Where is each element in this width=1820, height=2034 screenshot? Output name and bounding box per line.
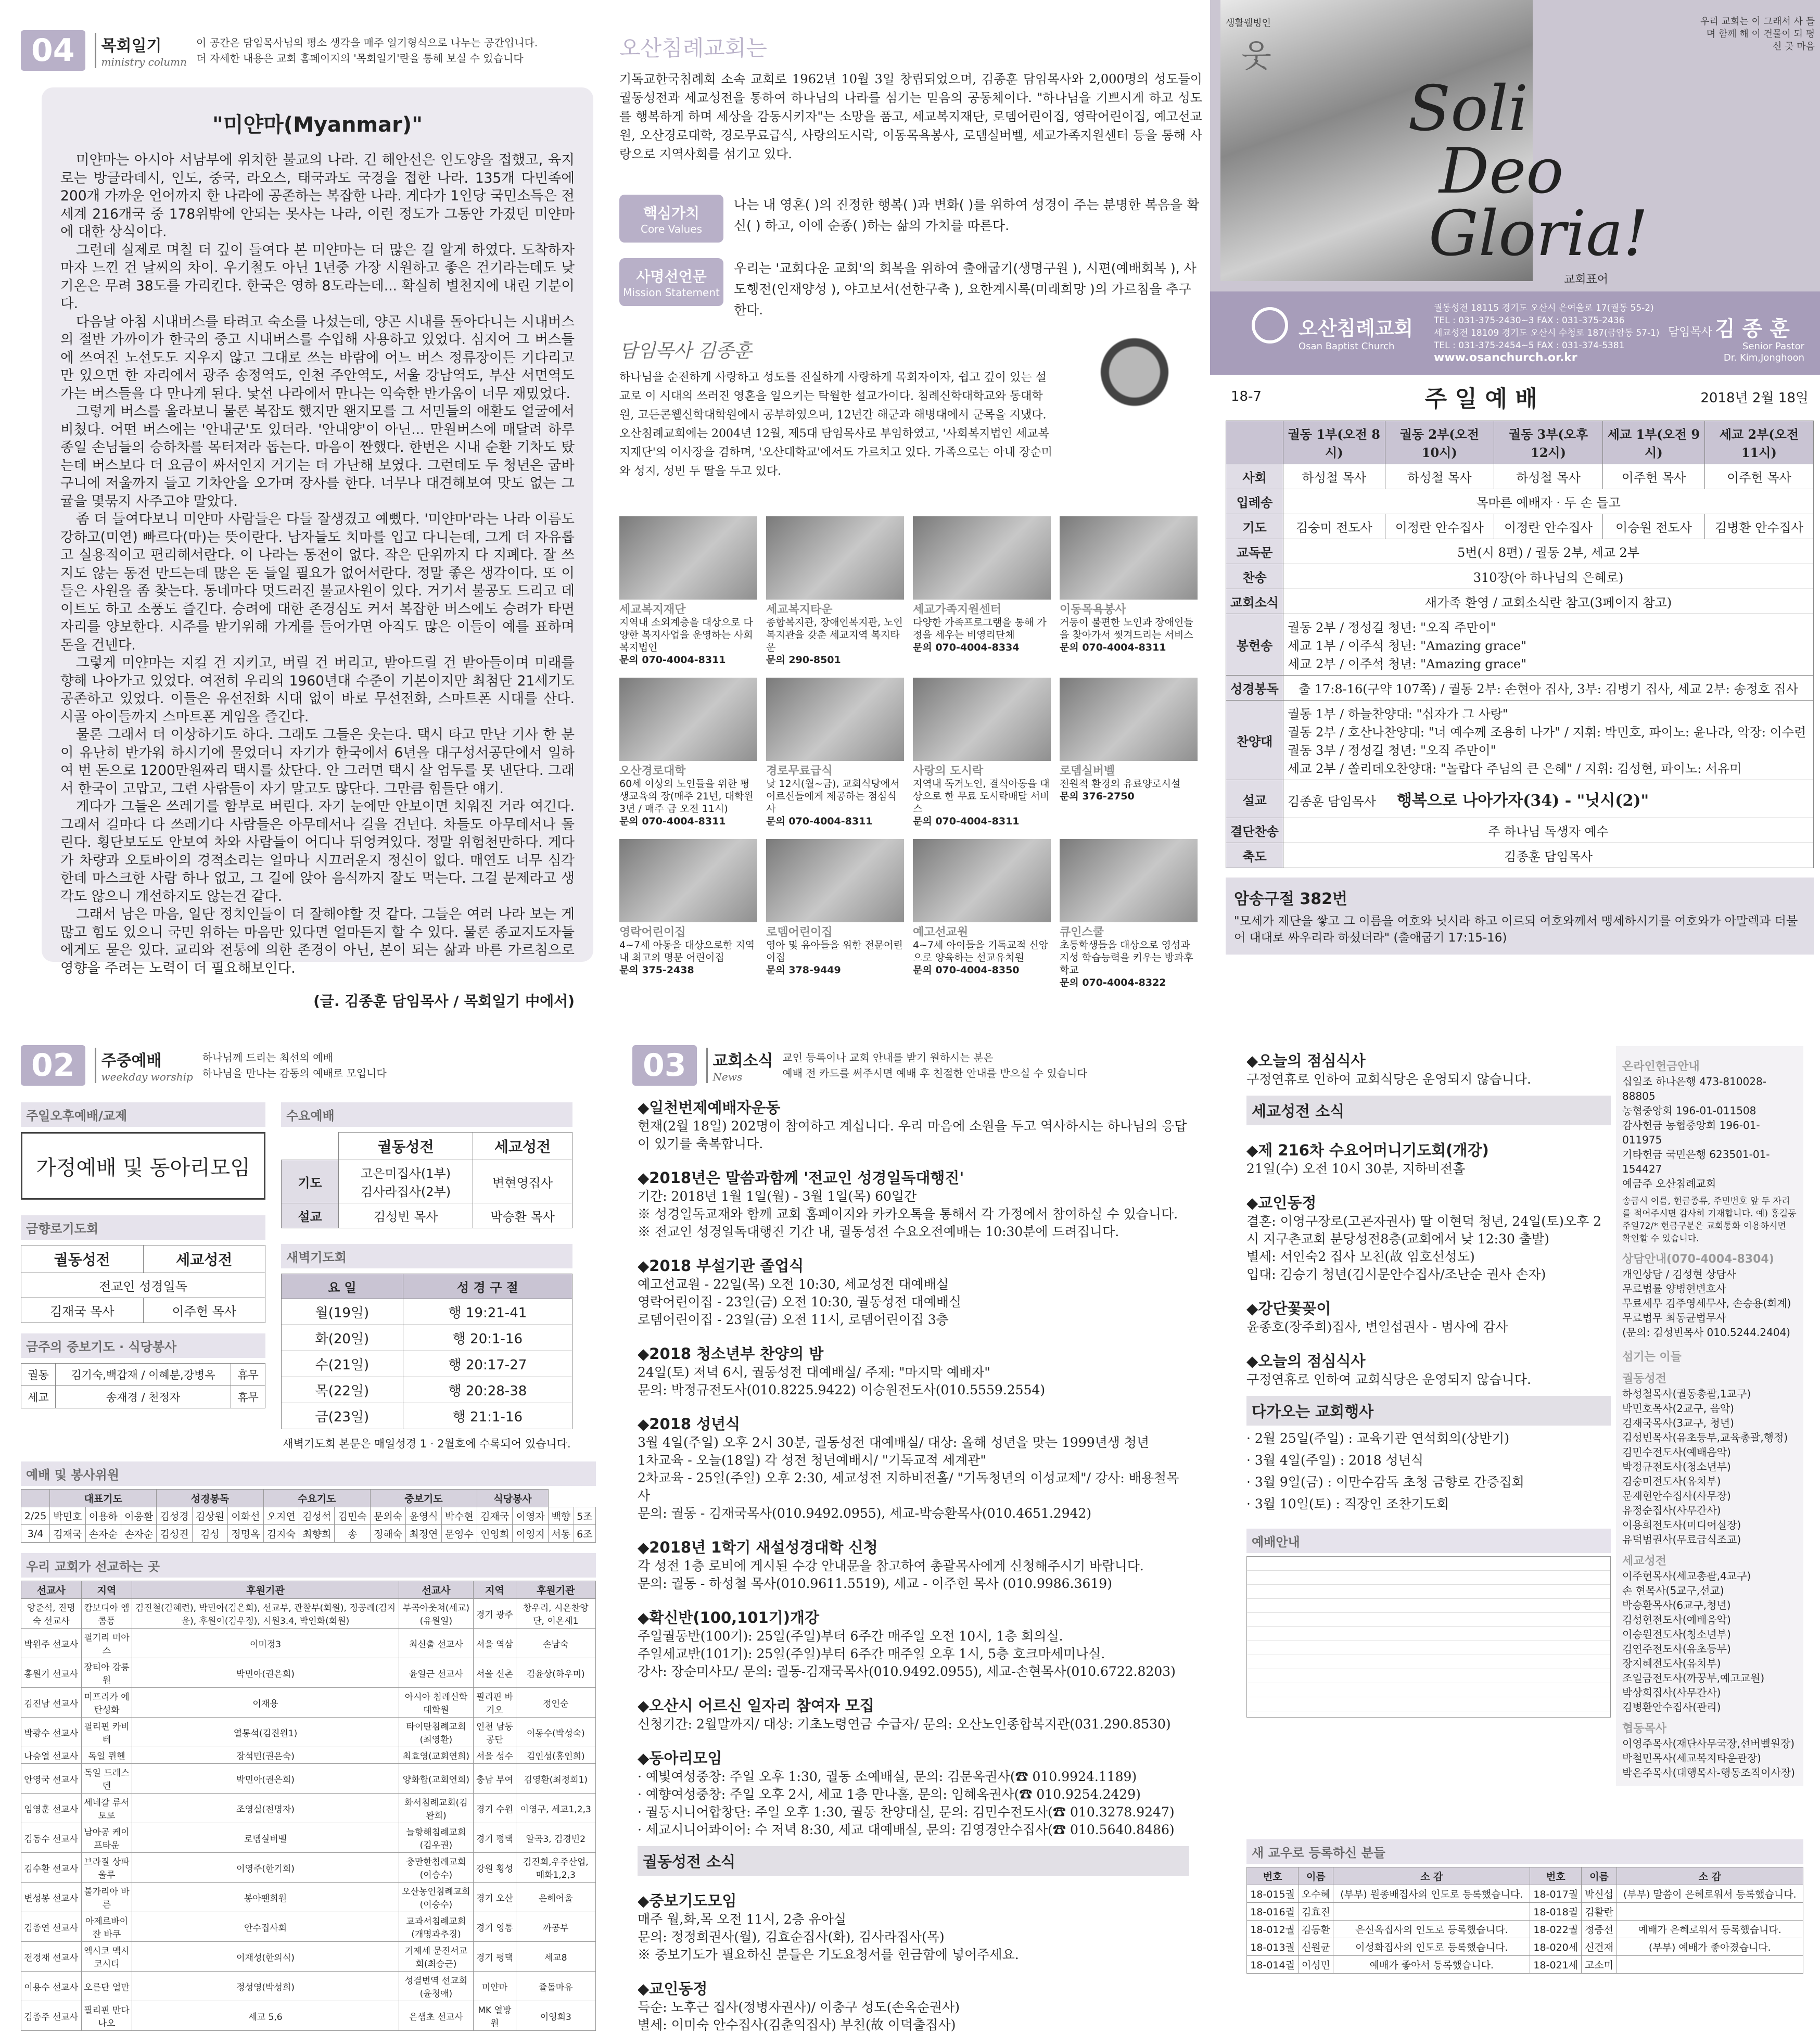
ministry-caption: 세교복지타운 종합복지관, 장애인복지관, 노인복지관을 갖춘 세교지역 복지타운 문의 290-8501 — [766, 603, 903, 666]
core-values-row — [619, 195, 1202, 243]
gwol-news-band: 궐동성전 소식 — [638, 1846, 1189, 1876]
worship-row: 교회소식 새가족 환영 / 교회소식란 참고(3페이지 참고) — [1226, 589, 1814, 614]
new-member-row: 18-016궐 김효진 18-018궐 김활란 — [1247, 1903, 1803, 1921]
panel-weekday-worship — [21, 1036, 596, 2029]
article-paragraph: 좀 더 들여다보니 미얀마 사람들은 다들 잘생겼고 예뻤다. '미얀마'라는 나라 이름도 강하고(미연) 빠르다(마)는 뜻이란다. 남자들도 치마를 입고 다니는데, 그게 더 자유롭고 실용적이고 편리해서란다. 이 나라는 동전이 없다. 작은 단위까지 다 지폐다. 잘 쓰지도 않는 동전 만드는데 많은 돈 들일 필요가 없어서란다. 정말 좋은 생각이다. 또 이들은 사원을 좀 찾는다. 동네마다 멋드러진 불교사원이 있다. 거기서 불공도 드리고 데이트도 하고 소풍도 즐긴다. 승려에 대한 존경심도 커서 복잡한 버스에도 승려가 타면 자리를 양보한다. 시주를 받기위해 가게를 들어가면 아직도 많은 이들이 예를 표하며 돈을 건넨다. — [60, 511, 575, 653]
ministry-caption: 예고선교원 4~7세 아이들을 기독교적 신앙으로 양육하는 선교유치원 문의 070-4004-8350 — [913, 926, 1049, 976]
core-values-text: 나는 내 영혼( )의 진정한 행복( )과 변화( )를 위하여 성경이 주는 분명한 복음을 확신( ) 하고, 이에 순종( )하는 삶의 가치를 따른다. — [734, 197, 1200, 233]
worship-row: 성경봉독 출 17:8-16(구약 107쪽) / 궐동 2부: 손현아 집사, 3부: 김병기 집사, 세교 2부: 송정호 집사 — [1226, 676, 1814, 701]
church-url[interactable]: www.osanchurch.or.kr — [1434, 351, 1577, 364]
news-column-2 — [1246, 1036, 1611, 1718]
mission-row: 박원주 선교사 필기리 미아스 이미정3 최신출 선교사 서울 역삼 손남숙 — [21, 1629, 596, 1658]
news-text: 주일궐동반(100기): 25일(주일)부터 6주간 매주일 오전 10시, 1층 회의실. 주일세교반(101기): 25일(주일)부터 6주간 매주일 오후 1시, 5층 호크마세미나실. 강사: 장순미사모/ 문의: 궐동-김재국목사(010.9492.0955), 세교-손현목사(010.6722.8203) — [638, 1629, 1176, 1679]
ministry-caption: 이동목욕봉사 거동이 불편한 노인과 장애인들을 찾아가서 씻겨드리는 서비스 문의 070-4004-8311 — [1060, 603, 1193, 653]
worship-row: 축도 김종훈 담임목사 — [1226, 843, 1814, 868]
ministry-caption: 로뎀어린이집 영아 및 유아들을 위한 전문어린이집 문의 378-9449 — [766, 926, 903, 976]
news-text: 각 성전 1층 로비에 게시된 수강 안내문을 참고하여 총괄목사에게 신청해주시기 바랍니다. 문의: 궐동 - 하성철 목사(010.9611.5519), 세교 - 이주헌 목사 (010.9986.3619) — [638, 1558, 1144, 1591]
news-text: 결혼: 이영구장로(고굔자권사) 딸 이현덕 청년, 24일(토)오후 2시 지구촌교회 분당성전8층(교회에서 낮 12:30 출발) 별세: 서인숙2 집사 모친(故 임호선성도) 입대: 김승기 청년(김시문안수집사/조난순 권사 손자) — [1246, 1214, 1602, 1282]
ministry-photo — [619, 516, 757, 600]
news-text: 21일(수) 오전 10시 30분, 지하비전홀 — [1246, 1161, 1466, 1176]
ministry-caption: 경로무료급식 낮 12시(월~금), 교회식당에서 어르신들에게 제공하는 점심식사 문의 070-4004-8311 — [766, 765, 900, 827]
worship-guide-table — [1246, 1556, 1611, 1718]
upcoming-item: · 2월 25일(주일) : 교육기관 연석회의(상반기) — [1246, 1431, 1510, 1446]
news-text: 현재(2월 18일) 202명이 참여하고 계십니다. 우리 마음에 소원을 두고 역사하시는 하나님의 응답이 있기를 축복합니다. — [638, 1118, 1187, 1151]
section-subtitle: News — [712, 1071, 743, 1083]
pastor-photo — [1067, 315, 1202, 492]
service-heading: 예배 및 봉사위원 — [21, 1461, 596, 1486]
news-heading: ◆중보기도모임 — [638, 1892, 737, 1910]
mission-row: 김동수 선교사 남아공 케이프타운 로뎀실버벨 늘항해침례교회(김우권) 경기 평택 알곡3, 김경빈2 — [21, 1823, 596, 1853]
cover-top-left: 생활웰빙인 — [1226, 18, 1271, 29]
friday-prayer-heading: 금향로기도회 — [21, 1215, 265, 1240]
ministry-caption: 영락어린이집 4~7세 아동을 대상으로한 지역내 최고의 명문 어린이집 문의 375-2438 — [619, 926, 755, 976]
mission-row: 변성봉 선교사 불가리아 바른 봉아팬회원 오산농인침례교회(이승수) 경기 오산 은혜어울 — [21, 1883, 596, 1912]
ministry-photo — [619, 678, 757, 761]
sunday-pm-heading: 주일오후예배/교제 — [21, 1102, 265, 1127]
section-title: 주중예배 — [101, 1052, 162, 1070]
news-text: 예고선교원 - 22일(목) 오전 10:30, 세교성전 대예배실 영락어린이집 - 23일(금) 오전 10:30, 궐동성전 대예배실 로뎀어린이집 - 23일(금) 오전 11시, 로뎀어린이집 3층 — [638, 1277, 962, 1327]
section-subtitle: weekday worship — [101, 1071, 193, 1083]
page-number: 03 — [632, 1045, 697, 1086]
church-name: 오산침례교회 — [1299, 317, 1414, 340]
worship-row: 설교 김종훈 담임목사 행복으로 나아가자(34) - "닛시(2)" — [1226, 780, 1814, 818]
news-text: 3월 4일(주일) 오후 2시 30분, 궐동성전 대예배실/ 대상: 올해 성년을 맞는 1999년생 청년 1차교육 - 오늘(18일) 각 성전 청년예배시/ "기독교적 세계관" 2차교육 - 25일(주일) 오후 2:30, 세교성전 지하비전홀/ "기독청년의 이성교제"/ 강사: 배용철목사 문의: 궐동 - 김재국목사(010.9492.0955), 세교-박승환목사(010.4651.2942) — [638, 1435, 1179, 1521]
news-heading: ◆오늘의 점심식사 — [1246, 1352, 1366, 1370]
pastor-heading: 담임목사 김종훈 — [619, 340, 752, 362]
worship-row: 교독문 5번(시 8편) / 궐동 2부, 세교 2부 — [1226, 539, 1814, 564]
memory-verse-text: "모세가 제단을 쌓고 그 이름을 여호와 닛시라 하고 이르되 여호와께서 맹세하시기를 여호와가 아말렉과 더불어 대대로 싸우리라 하셨더라" (출애굽기 17:15-16) — [1234, 914, 1798, 945]
news-heading: ◆오늘의 점심식사 — [1246, 1052, 1366, 1070]
page-number: 02 — [21, 1045, 85, 1086]
issue-number: 18-7 — [1231, 389, 1262, 404]
worship-order-table — [1226, 421, 1814, 868]
news-heading: ◆교인동정 — [1246, 1194, 1317, 1212]
mission-row: 김수환 선교사 브라질 상파울루 이영주(한기희) 충만한침례교회(이승수) 강원 횡성 김진희,우주산업, 매화1,2,3 — [21, 1853, 596, 1883]
news-text: 신청기간: 2월말까지/ 대상: 기초노령연금 수급자/ 문의: 오산노인종합복지관(031.290.8530) — [638, 1717, 1171, 1732]
worship-row: 찬송 310장(아 하나님의 은혜로) — [1226, 564, 1814, 589]
church-logo-icon — [1252, 307, 1288, 344]
news-text: 구정연휴로 인하여 교회식당은 운영되지 않습니다. — [1246, 1372, 1531, 1387]
article-paragraph: 그런데 실제로 며칠 더 깊이 들여다 본 미얀마는 더 많은 걸 알게 하였다. 도착하자마자 느낀 건 날씨의 차이. 우기철도 아닌 1년중 가장 시원하고 좋은 건기라는데도 낮기온은 무려 38도를 가리킨다. 한국은 영하 8도라는데... 확실히 별천지에 내린 기분이다. — [60, 241, 575, 312]
panel-cover — [1210, 0, 1820, 375]
cover-caption: 교회표어 — [1564, 273, 1609, 286]
new-member-row: 18-015궐 오수혜 (부부) 원종배집사의 인도로 등록했습니다. 18-017궐 박신섭 (부부) 말씀이 은혜로워서 등록했습니다. — [1247, 1885, 1803, 1903]
mission-row: 나승열 선교사 독일 뮌헨 장석민(권은숙) 최효영(교회연희) 서울 성수 김인성(홍인희) — [21, 1747, 596, 1764]
news-heading: ◆제 216차 수요어머니기도회(개강) — [1246, 1141, 1489, 1159]
mission-row: 김진남 선교사 미프리카 에탄성화 이재용 아시아 침례신학대학원 필리핀 바기오 정인순 — [21, 1688, 596, 1718]
news-text: 매주 월,화,목 오전 11시, 2층 유아실 문의: 정정희권사(월), 김효순집사(화), 김사라집사(목) ※ 중보기도가 필요하신 분들은 기도요청서를 헌금함에 넣어주세요. — [638, 1912, 1019, 1962]
mission-row: 홍원기 선교사 장티아 강릉원 박민아(권은희) 윤일근 선교사 서울 신촌 김윤상(하우미) — [21, 1658, 596, 1688]
intro-heading: 오산침례교회는 — [619, 35, 768, 61]
ministry-caption: 세교가족지원센터 다양한 가족프로그램을 통해 가정을 세우는 비영리단체 문의 070-4004-8334 — [913, 603, 1047, 653]
upcoming-item: · 3월 4일(주일) : 2018 성년식 — [1246, 1453, 1424, 1468]
worship-row: 봉헌송 궐동 2부 / 정성길 청년: "오직 주만이" 세교 1부 / 이주석 청년: "Amazing grace" 세교 2부 / 이주석 청년: "Amazing grace" — [1226, 614, 1814, 676]
ministry-caption: 사랑의 도시락 지역내 독거노인, 결식아동을 대상으로 한 무료 도시락배달 서비스 문의 070-4004-8311 — [913, 765, 1050, 827]
section-header — [21, 1036, 596, 1095]
news-text: 24일(토) 저녁 6시, 궐동성전 대예배실/ 주제: "마지막 예배자" 문의: 박정규전도사(010.8225.9422) 이승원전도사(010.5559.2554) — [638, 1365, 1046, 1397]
news-heading: ◆2018 부설기관 졸업식 — [638, 1257, 804, 1275]
worship-row: 기도 김숭미 전도사 이정란 안수집사 이정란 안수집사 이승원 전도사 김병환 안수집사 — [1226, 514, 1814, 539]
panel-news — [632, 1036, 1809, 2032]
ministry-photo — [1060, 839, 1198, 922]
news-text: 윤종호(장주희)집사, 변일섭권사 - 범사에 감사 — [1246, 1319, 1508, 1334]
news-heading: ◆강단꽃꽂이 — [1246, 1300, 1331, 1317]
news-heading: ◆2018 청소년부 찬양의 밤 — [638, 1345, 824, 1363]
ministry-photo — [766, 839, 904, 922]
section-desc: 하나님께 드리는 최선의 예배 하나님을 만나는 감동의 예배로 모입니다 — [202, 1051, 387, 1079]
worship-row: 입례송 목마른 예배자 · 두 손 들고 — [1226, 489, 1814, 514]
news-heading: ◆일천번제예배자운동 — [638, 1099, 781, 1116]
mission-row: 박광수 선교사 필리핀 카비테 열통석(김진원1) 타이탄침례교회(최영환) 인천 남동공단 이동수(박성숙) — [21, 1718, 596, 1747]
section-title: 목회일기 — [101, 37, 162, 55]
mission-table: 선교사 지역 후원기관 선교사 지역 후원기관 양준석, 진명숙 선교사 캄보디아 엠콤퐁 김진철(김혜련), 박민아(김은희), 선교부, 관찰부(회원), 정공례(김지윤), 후원이(김우정), 시원3.4, 박인화(회원) 부곡아웃쳐(세교)(유원일) 경기 광주 창우리, 시온찬양단, 이온새1 박원주 선교사 필기리 미아스 이미정3 최신출 선교사 서울 역삼 손남숙 홍원기 선교사 장티아 강릉원 박민아(권은희) 윤일근 선교사 서울 신촌 김윤상(하우미) 김진남 선교사 미프리카 에탄성화 이재용 아시아 침례신학대학원 필리핀 바기오 정인순 박광수 선교사 필리핀 카비테 열통석(김진원1) 타이탄침례교회(최영환) 인천 남동공단 이동수(박성숙) 나승열 선교사 독일 뮌헨 장석민(권은숙) 최효영(교회연희) 서울 성수 김인성(홍인희) 안영국 선교사 독일 드레스덴 박민아(권은희) 양화합(교회연희) 충남 부여 김영환(최정희1) 임영훈 선교사 세네갈 류서토로 조영실(전명자) 화서침례교회(김완희) 경기 수원 이영구, 세교1,2,3 김동수 선교사 남아공 케이프타운 로뎀실버벨 늘항해침례교회(김우권) 경기 평택 알곡3, 김경빈2 김수환 선교사 브라질 상파울루 이영주(한기희) 충만한침례교회(이승수) 강원 횡성 김진희,우주산업, 매화1,2,3 변성봉 선교사 불가리아 바른 봉아팬회원 오산농인침례교회(이승수) 경기 오산 은혜어울 김종연 선교사 아제르바이잔 바쿠 안수집사회 교과서침례교회(개명과추징) 경기 영통 까공부 전경재 선교사 엑시코 멕시코시티 이재성(한의식) 거제세 문진서교회(최승근) 경기 평택 세교8 이용수 선교사 오른단 얼만 정성영(박성희) 성결번역 선교회(윤청애) 미얀마 쥴돌마유 김종주 선교사 필리핀 만다나오 세교 5,6 은샘초 선교사 MK 열방원 이영희3 — [21, 1581, 596, 2031]
ministry-photo — [913, 678, 1051, 761]
article-paragraph: 다음날 아침 시내버스를 타려고 숙소를 나섰는데, 양곤 시내를 돌아다니는 시내버스의 절반 가까이가 한국의 중고 시내버스를 수입해 사용하고 있었다. 심지어 그 버스들에 쓰여진 노선도도 지우지 않고 그대로 쓰는 바람에 어느 버스 정류장이든 기다리고만 있으면 한 자리에서 광주 송정역도, 인천 주안역도, 서울 강남역도, 부산 서면역도 가는 버스들을 다 만나게 된다. 낯선 나라에서 만나는 익숙한 반가움이 너무 재밌었다. — [60, 313, 575, 402]
upcoming-band: 다가오는 교회행사 — [1246, 1396, 1611, 1426]
ministry-photo — [619, 839, 757, 922]
cover-footer: 오산침례교회 Osan Baptist Church 궐동성전 18115 경기도 오산시 은여울로 17(궐동 55-2) TEL : 031-375-2430~3 FAX : 031-375-2436 세교성전 18109 경기도 오산시 수청로 187(금암동 57-1) TEL : 031-375-2454~5 FAX : 031-374-5381 www.osanchurch.or.kr 담임목사 김 종 훈 Senior Pastor Dr. Kim,Jonghoon — [1210, 291, 1820, 375]
news-heading: ◆교인동정 — [638, 1980, 708, 1998]
ministry-caption: 큐인스쿨 초등학생들을 대상으로 영성과 지성 학습능력을 키우는 방과후학교 문의 070-4004-8322 — [1060, 926, 1193, 988]
article-paragraph: 그렇게 버스를 올라보니 물론 복잡도 했지만 왠지모를 그 서민들의 애환도 얼굴에서 비쳤다. 어떤 버스에는 '안내군'도 있더라. '안내양'이 아닌... 만원버스에 매달려 하루 종일 손님들의 승하차를 목터져라 돕는다. 마음이 짠했다. 한번은 시내 순환 기차도 탔는데 버스보다 더 요금이 싸서인지 거기는 더 가난해 보였다. 그런데도 두 청년은 굽바구니에 저울까지 들고 기차안을 오가며 장사를 한다. 너무나 대견해보여 맛도 없는 그 귤을 몇묶지 사주고야 말았다. — [60, 403, 575, 510]
intro-desc: 기독교한국침례회 소속 교회로 1962년 10월 3일 창립되었으며, 김종훈 담임목사와 2,000명의 성도들이 궐동성전과 세교성전을 통하여 하나님의 나라를 섬기는 믿음의 공동체이다. "하나님을 기쁘시게 하고 성도를 행복하게 하며 세상을 감동시키자"는 소망을 품고, 세교복지재단, 로뎀어린이집, 영락어린이집, 예고선교원, 오산경로대학, 경로무료급식, 사랑의도시락, 이동목욕봉사, 로뎀실버벨, 세교가족지원센터 등을 통해 사랑으로 지역사회를 섬기고 있다. — [619, 72, 1202, 161]
ministry-photo — [766, 516, 904, 600]
article-paragraph: 게다가 그들은 쓰레기를 함부로 버린다. 자기 눈에만 안보이면 치워진 거라 여긴다. 그래서 길마다 다 쓰레기다 사람들은 아무데서나 길을 건넌다. 차들도 아무데서나 돌린다. 횡단보도도 안보여 차와 사람들이 어디나 뒤엉켜있다. 정말 위험천만하다. 게다가 차량과 오토바이의 경적소리는 얼마나 시끄러운지 정신이 없다. 매연도 너무 심각한데 마스크한 사람 하나 없고, 그 길에 앉아 음식까지 잘도 먹는다. 그걸 문제라고 생각도 않으니 개선하지도 않는건 같다. — [60, 798, 575, 905]
ministry-photo — [766, 678, 904, 761]
news-heading: ◆오산시 어르신 일자리 참여자 모집 — [638, 1697, 874, 1714]
mission-row: 안영국 선교사 독일 드레스덴 박민아(권은희) 양화합(교회연희) 충남 부여 김영환(최정희1) — [21, 1764, 596, 1794]
mission-row: 임영훈 선교사 세네갈 류서토로 조영실(전명자) 화서침례교회(김완희) 경기 수원 이영구, 세교1,2,3 — [21, 1794, 596, 1823]
smile-logo: 웃 — [1241, 38, 1271, 74]
sg-news-band: 세교성전 소식 — [1246, 1096, 1611, 1125]
news-heading: ◆동아리모임 — [638, 1749, 722, 1767]
ministry-caption: 세교복지재단 지역내 소외계층을 대상으로 다양한 복지사업을 운영하는 사회복지법인 문의 070-4004-8311 — [619, 603, 753, 666]
news-text: 구정연휴로 인하여 교회식당은 운영되지 않습니다. — [1246, 1072, 1531, 1087]
news-heading: ◆2018년 1학기 새설성경대학 신청 — [638, 1539, 878, 1556]
ministry-photo — [913, 516, 1051, 600]
ministry-photo — [913, 839, 1051, 922]
ministry-photo — [1060, 678, 1198, 761]
worship-guide-heading: 예배안내 — [1246, 1529, 1611, 1553]
memory-verse-box — [1226, 878, 1814, 955]
intercession-table: 궐동 김기숙,백갑재 / 이혜분,강병옥 휴무 세교 송재경 / 천정자 휴무 — [21, 1363, 265, 1408]
friday-prayer-table: 궐동성전 세교성전 전교인 성경일독 김재국 목사 이주헌 목사 — [21, 1245, 265, 1323]
ministry-photo — [1060, 516, 1198, 600]
cover-title: Soli Deo Gloria! — [1408, 73, 1648, 270]
ministry-caption: 로뎀실버벨 전원적 환경의 유료양로시설 문의 376-2750 — [1060, 765, 1181, 802]
news-heading: ◆2018년은 말씀과함께 '전교인 성경일독대행진' — [638, 1169, 964, 1187]
sidebar-info: 온라인헌금안내 십일조 하나은행 473-810028-88805 농협중앙회 196-01-011508 감사헌금 농협중앙회 196-01-011975 기타헌금 국민은행 623501-01-154427 예금주 오산침례교회 송금시 이름, 헌금종류, 주민번호 앞 두 자리를 적어주시면 감사히 기재합니다. 예) 홍길동주일72/* 헌금구분은 교회통화 이용하시면 확인할 수 있습니다. 상담안내(070-4004-8304) 개인상담 / 김성현 상담사 무료법률 양병현변호사 무료세무 김주영세무사, 손승용(회계) 무료법무 최동균법무사 (문의: 김성빈목사 010.5244.2404) 섬기는 이들 궐동성전 하성철목사(궐동총괄,1교구) 박민호목사(2교구, 음악) 김재국목사(3교구, 청년) 김성빈목사(유초등부,교육총괄,행정) 김민수전도사(예배음악) 박정규전도사(청소년부) 김숭미전도사(유치부) 문재현안수집사(사무장) 유정순집사(사무간사) 이용희전도사(미디어실장) 유덕범권사(무료급식조교) 세교성전 이주헌목사(세교총괄,4교구) 손 현목사(5교구,선교) 박승환목사(6교구,청년) 김성현전도사(예배음악) 이승원전도사(청소년부) 김연주전도사(유초등부) 장지혜전도사(유치부) 조일금전도사(까꿍부,예고교원) 박상희집사(사무간사) 김병환안수집사(관리) 협동목사 이영주목사(재단사무국장,선버벨원장) 박철민목사(세교복지타운관장) 박은주목사(대행목사-행동조직이사장) — [1616, 1046, 1803, 1786]
dawn-note: 새벽기도회 본문은 매일성경 1 · 2월호에 수록되어 있습니다. — [283, 1438, 571, 1450]
article-body — [60, 151, 575, 977]
column-box — [42, 87, 593, 1010]
upcoming-item: · 3월 10일(토) : 직장인 조찬기도회 — [1246, 1496, 1449, 1511]
pastor-bio: 하나님을 순전하게 사랑하고 성도를 진실하게 사랑하게 목회자이자, 쉽고 깊이 있는 설교로 이 시대의 쓰러진 영혼을 일으키는 탁월한 설교가이다. 침례신학대학교와 동대학원, 고든콘웰신학대학원에서 공부하였으며, 12년간 해군과 해병대에서 군목을 지냈다. 오산침례교회에는 2004년 12월, 제5대 담임목사로 부임하였고, '사회복지법인 세교복지재단'의 이사장을 겸하며, '오산대학교'에서도 가르치고 있다. 가족으로는 아내 장순미와 성지, 성빈 두 딸을 두고 있다. — [619, 371, 1052, 478]
upcoming-item: · 3월 9일(금) : 이만수감독 초청 금향로 간증집회 — [1246, 1474, 1524, 1490]
article-paragraph: 미얀마는 아시아 서남부에 위치한 불교의 나라. 긴 해안선은 인도양을 접했고, 육지로는 방글라데시, 인도, 중국, 라오스, 태국과도 국경을 접한 나라. 135개 다민족에 200개 가까운 언어까지 한 나라에 공존하는 복잡한 나라. 게다가 1인당 국민소득은 전 세계 216개국 중 178위밖에 안되는 못사는 나라, 이런 정도가 그동안 가졌던 미얀마에 대한 상식이다. — [60, 152, 575, 240]
worship-row: 결단찬송 주 하나님 독생자 예수 — [1226, 818, 1814, 843]
dawn-prayer-heading: 새벽기도회 — [281, 1244, 572, 1268]
worship-date: 2018년 2월 18일 — [1700, 390, 1809, 406]
news-text: · 예빛여성중창: 주일 오후 1:30, 궐동 소예배실, 문의: 김문옥권사(☎ 010.9924.1189) · 예향여성중창: 주일 오후 2시, 세교 1층 만나홀, 문의: 임혜옥권사(☎ 010.9254.2429) · 궐동시니어합창단: 주일 오후 1:30, 궐동 찬양대실, 문의: 김민수전도사(☎ 010.3278.9247) · 세교시니어콰이어: 수 저녁 8:30, 세교 대예배실, 문의: 김영경안수집사(☎ 010.5640.8486) — [638, 1769, 1175, 1837]
new-member-row: 18-012궐 김동환 은신옥집사의 인도로 등록했습니다. 18-022궐 정중선 예배가 은혜로워서 등록했습니다. — [1247, 1921, 1803, 1938]
sermon-title: 행복으로 나아가자(34) - "닛시(2)" — [1396, 792, 1649, 810]
mission-text: 우리는 '교회다운 교회'의 회복을 위하여 출애굽기(생명구원 ), 시편(예배회복 ), 사도행전(인재양성 ), 야고보서(선한구축 ), 요한계시록(미래희망 )의 가르침을 추구한다. — [734, 261, 1197, 317]
worship-row: 찬양대 궐동 1부 / 하늘찬양대: "십자가 그 사랑" 궐동 2부 / 호산나찬양대: "너 예수께 조용히 나가" / 지휘: 박민호, 파이노: 윤나라, 악장: 이수련 궐동 3부 / 정성길 청년: "오직 주만이" 세교 2부 / 쏠리데오찬양대: "놀랍다 주님의 큰 은혜" / 지휘: 김성현, 파이노: 서유미 — [1226, 701, 1814, 780]
article-paragraph: 그래서 남은 마음, 일단 정치인들이 더 잘해야할 것 같다. 그들은 여러 나라 보는 게 많고 힘도 있으니 국민 위하는 마음만 있다면 얼마든지 할 수 있다. 물론 종교지도자들에게도 묻은 있다. 교리와 전통에 의한 존경이 아닌, 본이 되는 삶과 바른 가르침으로 영향을 주려는 노력이 더 필요해보인다. — [60, 906, 575, 976]
section-desc: 교인 등록이나 교회 안내를 받기 원하시는 분은 예배 전 카드를 써주시면 예배 후 친절한 안내를 받으실 수 있습니다 — [782, 1051, 1087, 1079]
article-paragraph: 그렇게 미얀마는 지킬 건 지키고, 버릴 건 버리고, 받아드릴 건 받아들이며 미래를 향해 나아가고 있었다. 여전히 우리의 1960년대 수준이 기본이지만 최첨단 21세기도 공존하고 있었다. 이들은 유선전화 시대 없이 바로 무선전화, 스마트폰 시대를 산다. 시골 아이들까지 스마트폰 게임을 즐긴다. — [60, 655, 575, 725]
church-address: 궐동성전 18115 경기도 오산시 은여울로 17(궐동 55-2) TEL : 031-375-2430~3 FAX : 031-375-2436 세교성전 18109 경기도 오산시 수청로 187(금암동 57-1) TEL : 031-375-2454~5 FAX : 031-374-5381 www.osanchurch.or.kr — [1434, 303, 1660, 364]
section-header — [21, 21, 596, 80]
section-desc: 이 공간은 담임목사님의 평소 생각을 매주 일기형식으로 나누는 공간입니다. 더 자세한 내용은 교회 홈페이지의 '목회일기'란을 통해 보실 수 있습니다 — [196, 36, 538, 65]
worship-header-row: 궐동 1부(오전 8시) 궐동 2부(오전 10시) 궐동 3부(오후 12시) 세교 1부(오전 9시) 세교 2부(오전 11시) — [1226, 421, 1814, 464]
mission-row: 이용수 선교사 오른단 얼만 정성영(박성희) 성결번역 선교회(윤청애) 미얀마 쥴돌마유 — [21, 1972, 596, 2001]
cover-top-right: 우리 교회는 이 그래서 사 들며 함께 해 이 건물이 되 평신 곳 마음 — [1700, 16, 1815, 52]
ministry-photo-grid — [619, 516, 1202, 1000]
panel-ministry-column — [21, 21, 596, 1010]
article-paragraph: 물론 그래서 더 이상하기도 하다. 그래도 그들은 웃는다. 택시 타고 만난 기사 한 분이 유난히 반가워 하시기에 물었더니 자기가 한국에서 6년을 대구성서공단에서 일하여 번 돈으로 1200만원짜리 택시를 샀단다. 안 그러면 택시 살 엄두를 못 낸단다. 그래서 한국이 고맙고, 그런 사람들이 자기 말고도 많단다. 그만큼 힘들단 얘기. — [60, 727, 575, 797]
mission-row — [619, 258, 1202, 321]
mission-row: 전경재 선교사 엑시코 멕시코시티 이재성(한의식) 거제세 문진서교회(최승근) 경기 평택 세교8 — [21, 1942, 596, 1972]
news-heading: ◆확신반(100,101기)개강 — [638, 1609, 819, 1626]
memory-verse-title: 암송구절 382번 — [1234, 890, 1347, 908]
new-members: 새 교우로 등록하신 분들 번호 이름 소 감 번호 이름 소 감 18-015궐 오수혜 (부부) 원종배집사의 인도로 등록했습니다. 18-017궐 박신섭 (부부) 말씀이 은혜로워서 등록했습니다. 18-016궐 김효진 18-018궐 김활란 18-012궐 김동환 은신옥집사의 인도로 등록했습니다. 18-022궐 정중선 예배가 은혜로워서 등록했습니다. 18-013궐 신원균 이성화집사의 인도로 등록했습니다. 18-020세 신건재 (부부) 예배가 좋아졌습니다. 18-014궐 이성민 예배가 좋아서 등록했습니다. 18-021세 고소미 — [1246, 1832, 1803, 1974]
worship-title: 주 일 예 배 — [1424, 386, 1537, 412]
article-title: "미얀마(Myanmar)" — [212, 113, 423, 137]
section-title: 교회소식 — [712, 1052, 773, 1070]
panel-church-intro — [619, 21, 1202, 988]
cover-pastor-name: 김 종 훈 — [1715, 317, 1790, 341]
news-column-1 — [638, 1083, 1189, 2034]
section-subtitle: ministry column — [101, 56, 187, 68]
worship-row: 사회 하성철 목사 하성철 목사 하성철 목사 이주헌 목사 이주헌 목사 — [1226, 464, 1814, 489]
sunday-pm-box: 가정예배 및 동아리모임 — [21, 1132, 265, 1200]
panel-sunday-worship — [1226, 375, 1814, 968]
mission-badge: 사명선언문 Mission Statement — [619, 258, 723, 306]
wednesday-heading: 수요예배 — [281, 1102, 572, 1127]
news-text: 기간: 2018년 1월 1일(월) - 3월 1일(목) 60일간 ※ 성경일독교재와 함께 교회 홈페이지와 카카오톡을 통해서 각 가정에서 참여하실 수 있습니다. ※ 전교인 성경일독대행진 기간 내, 궐동성전 수요오전예배는 10:30분에 드려집니다. — [638, 1189, 1178, 1239]
article-signature: (글. 김종훈 담임목사 / 목회일기 中에서) — [313, 993, 575, 1010]
new-member-row: 18-014궐 이성민 예배가 좋아서 등록했습니다. 18-021세 고소미 — [1247, 1956, 1803, 1974]
mission-row: 양준석, 진명숙 선교사 캄보디아 엠콤퐁 김진철(김혜련), 박민아(김은희), 선교부, 관찰부(회원), 정공례(김지윤), 후원이(김우정), 시원3.4, 박인화(회원) 부곡아웃쳐(세교)(유원일) 경기 광주 창우리, 시온찬양단, 이온새1 — [21, 1599, 596, 1629]
mission-heading: 우리 교회가 선교하는 곳 — [21, 1553, 596, 1578]
intercession-heading: 금주의 중보기도 · 식당봉사 — [21, 1333, 265, 1358]
page-number: 04 — [21, 30, 85, 71]
news-text: 득순: 노후근 집사(정병자권사)/ 이충구 성도(손옥순권사) 별세: 이미숙 안수집사(김춘익집사) 부친(故 이덕출집사) — [638, 2000, 960, 2032]
service-table: 대표기도 성경봉독 수요기도 중보기도 식당봉사 2/25 박민호 이용하 이웅환 김성경 김상원 이화선 오지연 김성석 김민숙 문외숙 윤영식 박수현 김재국 이영자 백향 5조 3/4 김재국 손자순 손자순 김성진 김성 정명옥 김지숙 최향희 송 정해숙 최정연 문영수 인영희 이영지 서동 6조 — [21, 1489, 596, 1543]
wednesday-table: 궐동성전 세교성전 기도 고은미집사(1부) 김사라집사(2부) 변현영집사 설교 김성빈 목사 박승환 목사 — [281, 1132, 572, 1228]
dawn-prayer-table: 요 일 성 경 구 절 월(19일) 행 19:21-41 화(20일) 행 20:1-16 수(21일) 행 20:17-27 목(22일) 행 20:28-38 금(23일) 행 21:1-16 — [281, 1274, 572, 1429]
mission-row: 김종연 선교사 아제르바이잔 바쿠 안수집사회 교과서침례교회(개명과추징) 경기 영통 까공부 — [21, 1912, 596, 1942]
ministry-caption: 오산경로대학 60세 이상의 노인들을 위한 평생교육의 장(매주 21년, 대학원 3년 / 매주 금 오전 11시) 문의 070-4004-8311 — [619, 765, 754, 827]
core-values-badge: 핵심가치 Core Values — [619, 195, 723, 243]
mission-row: 김종주 선교사 필리핀 만다나오 세교 5,6 은샘초 선교사 MK 열방원 이영희3 — [21, 2001, 596, 2031]
news-heading: ◆2018 성년식 — [638, 1415, 741, 1433]
new-member-row: 18-013궐 신원균 이성화집사의 인도로 등록했습니다. 18-020세 신건재 (부부) 예배가 좋아졌습니다. — [1247, 1938, 1803, 1956]
